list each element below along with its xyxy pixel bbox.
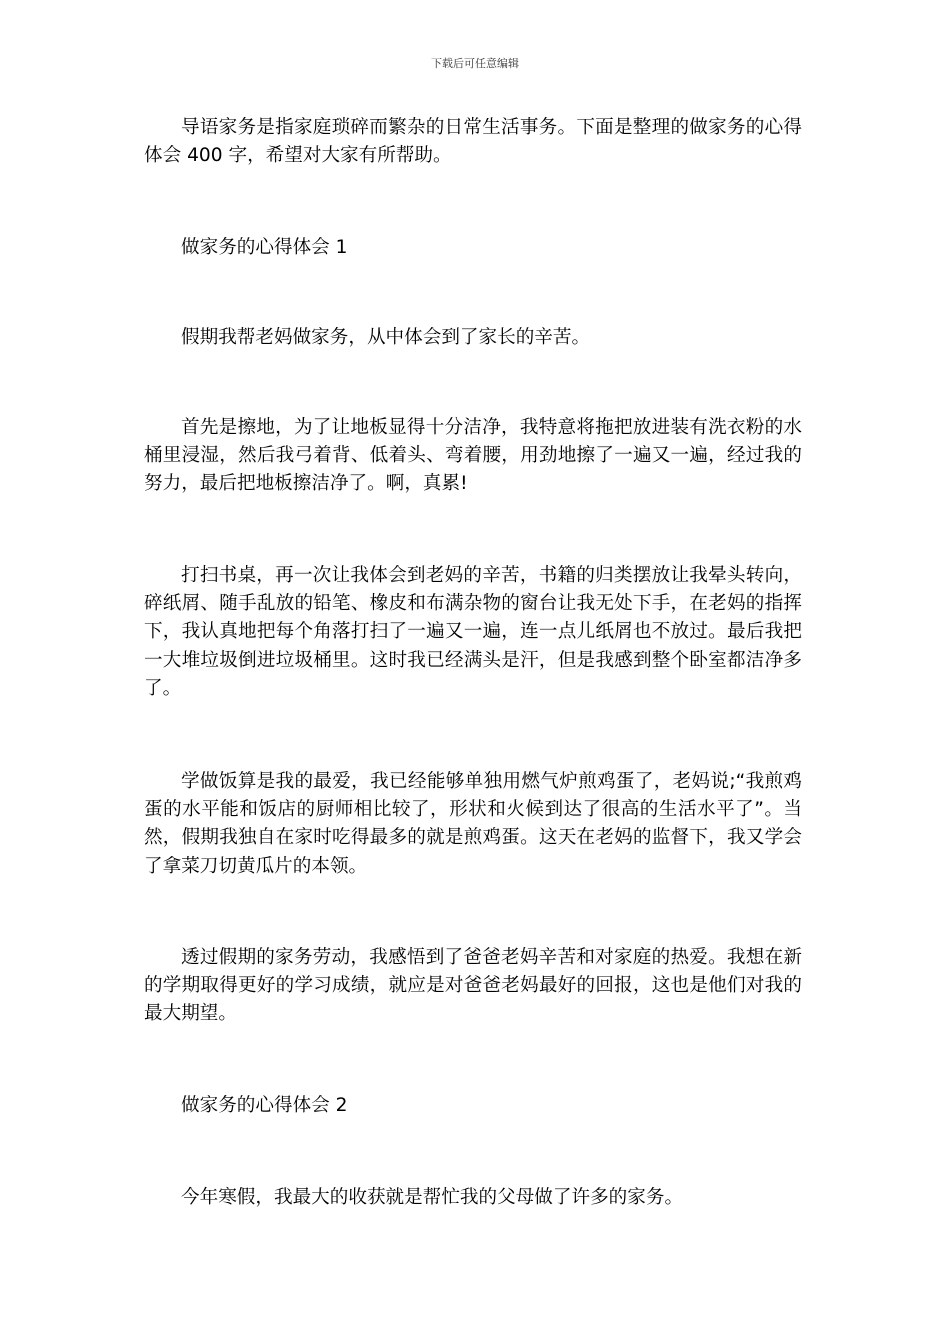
intro-paragraph: 导语家务是指家庭琐碎而繁杂的日常生活事务。下面是整理的做家务的心得体会 400 字，希望对大家有所帮助。 xyxy=(144,117,802,167)
section-1-paragraph-2: 首先是擦地，为了让地板显得十分洁净，我特意将拖把放进装有洗衣粉的水桶里浸湿，然后我弓着背、低着头、弯着腰，用劲地擦了一遍又一遍，经过我的努力，最后把地板擦洁净了。啊，真累! xyxy=(144,417,802,495)
section-1-paragraph-4: 学做饭算是我的最爱，我已经能够单独用燃气炉煎鸡蛋了，老妈说;“我煎鸡蛋的水平能和饭店的厨师相比较了，形状和火候到达了很高的生活水平了”。当然，假期我独自在家时吃得最多的就是煎鸡蛋。这天在老妈的监督下，我又学会了拿菜刀切黄瓜片的本领。 xyxy=(144,771,802,877)
section-1-paragraph-1: 假期我帮老妈做家务，从中体会到了家长的辛苦。 xyxy=(181,327,591,348)
section-2-heading: 做家务的心得体会 2 xyxy=(181,1095,348,1116)
section-1-paragraph-5: 透过假期的家务劳动，我感悟到了爸爸老妈辛苦和对家庭的热爱。我想在新的学期取得更好的学习成绩，就应是对爸爸老妈最好的回报，这也是他们对我的最大期望。 xyxy=(144,947,802,1025)
section-1-paragraph-3: 打扫书桌，再一次让我体会到老妈的辛苦，书籍的归类摆放让我晕头转向，碎纸屑、随手乱放的铅笔、橡皮和布满杂物的窗台让我无处下手，在老妈的指挥下，我认真地把每个角落打扫了一遍又一遍，连一点儿纸屑也不放过。最后我把一大堆垃圾倒进垃圾桶里。这时我已经满头是汗，但是我感到整个卧室都洁净多了。 xyxy=(144,565,802,699)
section-2-paragraph-1: 今年寒假，我最大的收获就是帮忙我的父母做了许多的家务。 xyxy=(181,1187,684,1208)
page-header: 下载后可任意编辑 xyxy=(431,57,519,70)
section-1-heading: 做家务的心得体会 1 xyxy=(181,237,348,258)
